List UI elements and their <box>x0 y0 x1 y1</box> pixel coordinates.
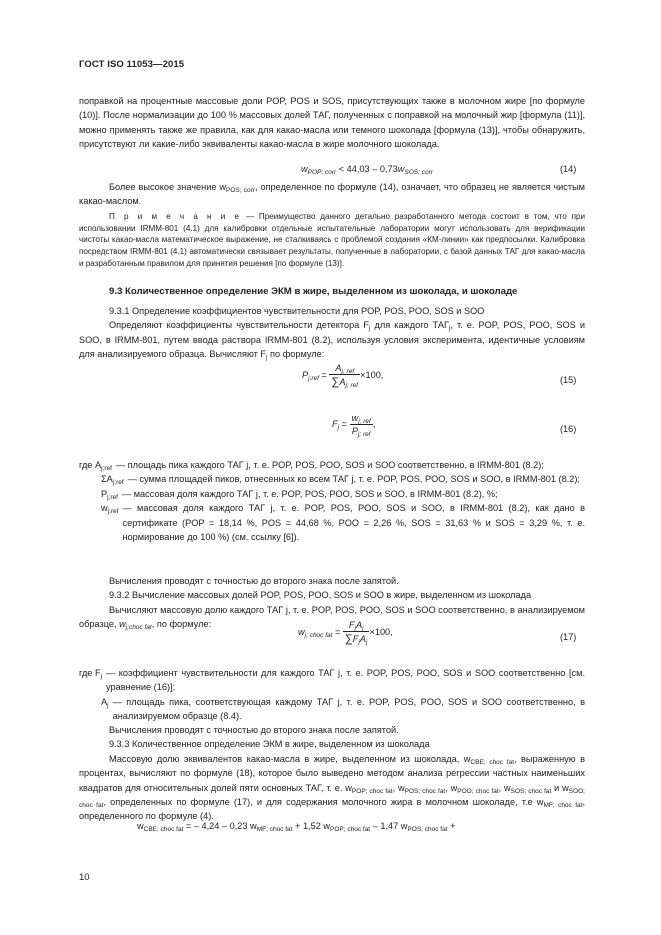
intro-paragraph <box>79 94 585 152</box>
formula-17-number: (17) <box>560 632 577 642</box>
section-932: Вычисления проводят с точностью до второго знака после запятой. 9.3.2 Вычисление массовых долей POP, POS, POO, SOS и SOO в жире, выделенном из шоколада Вычисляют массовую долю каждого ТАГ j, т. е. POP, POS, POO, SOS и SOO соответственно, в анализируемом образце, $w_{j;choc fat}$, по формуле: <box>79 576 585 632</box>
definition-item: $\Sigma A_{j;ref}$ — сумма площадей пиков, отнесенных ко всем ТАГ j, т. е. POP, POS, POO, SOS и SOO, в IRMM-801 (8.2); <box>101 474 580 487</box>
page-number: 10 <box>79 872 90 883</box>
formula-15: $P_{j;ref}$ = $\frac{A_{j; ref}}{\sum A_{j; ref}}$ ×100, <box>302 363 384 389</box>
formula-16: $F_j$ = $\frac{w_{j; ref}}{P_{j; ref}}$ , <box>332 413 376 438</box>
page-header: ГОСТ ISO 11053—2015 <box>79 59 185 70</box>
definitions-2 <box>79 666 585 724</box>
formula-16-number: (16) <box>560 424 577 434</box>
note-block <box>79 211 585 270</box>
formula-18: $w_{CBE; choc fat}$ = – 4,24 – 0,23 $w_{MF; choc fat} + 1,52$ $w_{POP; choc fat} - 1,47$ $w_{POS; choc fat}$ + <box>137 821 456 833</box>
formula-15-number: (15) <box>560 375 577 385</box>
formula-14: $w_{POP; corr} < 44,03 - 0,73w_{SOS; corr}$ <box>301 164 433 176</box>
subsection-932-title: 9.3.2 Вычисление массовых долей POP, POS, POO, SOS и SOO в жире, выделенном из шоколада <box>109 590 532 601</box>
section-931: 9.3.1 Определение коэффициентов чувствительности для POP, POS, POO, SOS и SOO Определяют коэффициенты чувствительности детектора $F_j$ для каждого $ТАГ_j$, т. е. POP, POS, POO, SOS и SOO, в IRMM-801, путем ввода раствора IRMM-801 (8.2), используя условия эксперимента, идентичные условиям для анализируемого образца. Вычисляют $F_j$ по формуле: <box>79 306 585 362</box>
conclusion-paragraph: Более высокое значение $w_{POS; corr}$, определенное по формуле (14), означает, что образец не является чистым какао-маслом. <box>79 182 585 207</box>
formula-17: $w_{j; choc fat}$ = $\frac{F_jA_j}{\sum F_jA_j}$ ×100, <box>298 620 393 646</box>
section-933: Вычисления проводят с точностью до второго знака после запятой. 9.3.3 Количественное определение ЭКМ в жире, выделенном из шоколада Массовую долю эквивалентов какао-масла в жире, выделенном из шоколада, $w_{CBE; choc fat}$, выраженную в процентах, вычисляют по формуле (18), которое было выведено методом анализа регрессии частных наименьших квадратов для относительных долей пяти основных ТАГ, т. е. $w_{POP; choc fat}$, $w_{POS; choc fat}$, $w_{POO; choc fat}$, $w_{SOS; choc fat}$ и $w_{SOO; choc fat}$, определенных по формуле (17), и для содержания молочного жира в молочном шоколаде, т.е $w_{MF; choc fat}$, определенного по формуле (4). <box>79 725 586 822</box>
intro-text: поправкой на процентные массовые доли POP, POS и SOS, присутствующих также в молочном жире [по формуле (10)]. После нормализации до 100 % массовых долей ТАГ, полученных с поправкой на молочный жир [формула (11)], можно применять также же правила, как для какао-масла или темного шоколада [формула (13)], чтобы обнаружить, присутствуют ли какие-либо эквиваленты какао-масла в жире молочного шоколада. <box>79 96 585 150</box>
definitions-1 <box>79 458 585 544</box>
definition-item: где $A_{j;ref}$ — площадь пика каждого ТАГ j, т. е. POP, POS, POO, SOS и SOO соответственно, в IRMM-801 (8.2); <box>79 460 544 472</box>
note-text: — Преимущество данного детально разработанного метода состоит в том, что при использовании IRMM-801 (4.1) для калибровки отдельные испытательные лаборатории могут использовать для верификации чистоты какао-масла математическое выражение, не сталкиваясь с проблемой создания «КМ-линии» как предпосылки. Калибровка посредством IRMM-801 (4.1) автоматически связывает результаты, полученные в лаборатории, с базой данных ТАГ для какао-масла и разработанным правилом для принятия решения [по формуле (13)]. <box>79 212 586 268</box>
subsection-933-title: 9.3.3 Количественное определение ЭКМ в жире, выделенном из шоколада <box>109 739 430 750</box>
definition-item: $P_{j;ref}$ — массовая доля каждого ТАГ j, т. е. POP, POS, POO, SOS и SOO, в IRMM-801 (8.2), %; <box>101 488 498 501</box>
note-label: П р и м е ч а н и е <box>109 212 242 221</box>
definition-item: $A_j$ — площадь пика, соответствующая каждому ТАГ j, т. е. POP, POS, POO, SOS и SOO соответственно, в анализируемом образце (8.4). <box>101 696 585 722</box>
definition-item: $w_{j;ref}$ — массовая доля каждого ТАГ j, т. е. POP, POS, POO, SOS и SOO, в IRMM-801 (8.2), как дано в сертификате (POP = 18,14 %, POS = 44,68 %, POO = 2,26 %, SOS = 31,63 % и SOS = 3,29 %, т. е. нормирование до 100 %) (см. ссылку [6]). <box>101 503 585 543</box>
section-heading: 9.3 Количественное определение ЭКМ в жире, выделенном из шоколада, и шоколаде <box>109 286 518 297</box>
formula-14-number: (14) <box>560 164 577 174</box>
definition-item: где $F_j$ — коэффициент чувствительности для каждого ТАГ j, т. е. POP, POS, POO, SOS и SOO соответственно [см. уравнение (16)]; <box>79 668 585 693</box>
subsection-931-title: 9.3.1 Определение коэффициентов чувствительности для POP, POS, POO, SOS и SOO <box>109 306 485 316</box>
